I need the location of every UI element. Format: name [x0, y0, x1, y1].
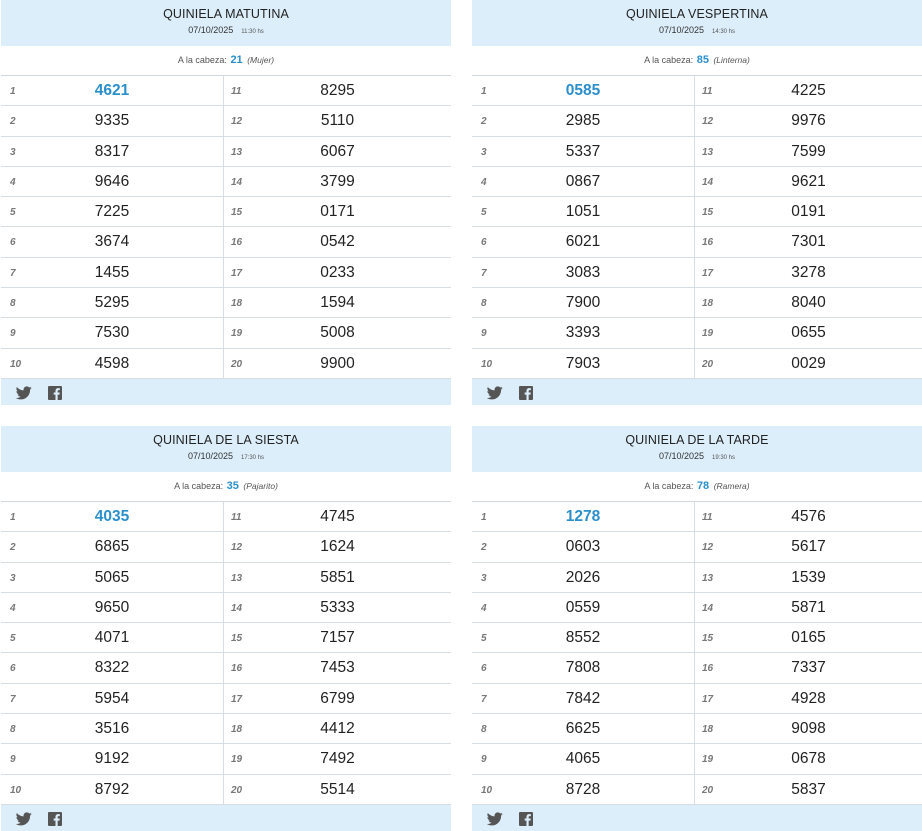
position-number: 1 [10, 86, 16, 97]
position-number: 17 [231, 267, 243, 279]
result-number: 4598 [94, 354, 130, 372]
result-number: 5851 [320, 568, 355, 586]
position-number: 18 [702, 298, 714, 310]
result-number: 7903 [565, 354, 601, 372]
winning-number: 4621 [94, 82, 130, 99]
result-number: 8552 [565, 629, 601, 647]
position-number: 3 [10, 146, 16, 158]
position-number: 5 [481, 633, 487, 645]
result-cell [695, 258, 922, 288]
result-number: 7225 [94, 203, 130, 221]
result-cell [695, 349, 922, 379]
position-number: 11 [702, 512, 713, 523]
result-cell [224, 318, 451, 348]
result-number: 7492 [320, 750, 355, 768]
result-cell [1, 288, 224, 318]
result-number: 0029 [791, 354, 826, 372]
position-number: 7 [10, 267, 16, 279]
cabeza-row [1, 472, 451, 502]
position-number: 12 [231, 116, 243, 128]
result-cell [224, 775, 451, 805]
panel-date [472, 450, 922, 464]
position-number: 1 [481, 512, 487, 523]
draw-date: 07/10/2025 [658, 451, 704, 461]
result-cell [695, 227, 922, 257]
result-number: 0678 [791, 750, 826, 768]
draw-date: 07/10/2025 [188, 25, 234, 35]
cabeza-label: A la cabeza: [174, 481, 224, 491]
result-number: 0165 [791, 629, 826, 647]
panel-title: QUINIELA VESPERTINA [626, 7, 768, 21]
result-number: 5333 [320, 598, 355, 616]
position-number: 14 [702, 176, 714, 188]
position-number: 14 [231, 176, 243, 188]
position-number: 13 [231, 572, 243, 584]
result-number: 2985 [565, 112, 601, 130]
result-number: 9335 [94, 112, 130, 130]
facebook-icon[interactable] [47, 812, 63, 826]
result-number: 1539 [791, 568, 826, 586]
result-number: 6625 [565, 720, 601, 738]
result-cell [224, 76, 451, 106]
result-cell [695, 744, 922, 774]
result-number: 5954 [94, 689, 130, 707]
result-number: 5514 [320, 780, 355, 798]
result-number: 4412 [320, 720, 355, 738]
position-number: 19 [702, 754, 714, 766]
result-number: 5110 [320, 112, 355, 130]
result-number: 8295 [320, 82, 355, 99]
position-number: 3 [10, 572, 16, 584]
position-number: 19 [702, 328, 714, 340]
position-number: 3 [481, 572, 487, 584]
result-cell [224, 197, 451, 227]
position-number: 18 [231, 298, 243, 310]
result-cell [472, 744, 695, 774]
twitter-icon[interactable] [16, 386, 32, 400]
result-cell [224, 744, 451, 774]
result-number: 9646 [94, 172, 130, 190]
position-number: 16 [702, 237, 714, 249]
panel-title: QUINIELA MATUTINA [163, 7, 289, 21]
panel-date [1, 450, 451, 464]
result-cell [695, 714, 922, 744]
position-number: 16 [702, 663, 714, 675]
panel-title: QUINIELA DE LA TARDE [625, 433, 769, 447]
result-number: 9900 [320, 354, 355, 372]
draw-date: 07/10/2025 [187, 451, 233, 461]
result-number: 6067 [320, 142, 355, 160]
result-number: 5337 [565, 142, 601, 160]
result-number: 6021 [565, 233, 601, 251]
quiniela-panel [472, 426, 922, 831]
position-number: 4 [10, 176, 16, 188]
cabeza-row [472, 46, 922, 76]
result-cell [1, 137, 224, 167]
result-cell [472, 714, 695, 744]
position-number: 7 [10, 693, 16, 705]
result-number: 7808 [565, 659, 601, 677]
position-number: 16 [231, 237, 243, 249]
result-cell [695, 593, 922, 623]
position-number: 9 [10, 754, 16, 766]
share-bar [1, 805, 451, 831]
result-cell [472, 167, 695, 197]
result-cell [695, 775, 922, 805]
result-cell [224, 714, 451, 744]
position-number: 13 [231, 146, 243, 158]
position-number: 18 [231, 724, 243, 736]
position-number: 15 [702, 633, 714, 645]
result-cell [1, 502, 224, 532]
panel-header [1, 0, 451, 46]
result-cell [472, 288, 695, 318]
result-cell [472, 623, 695, 653]
position-number: 19 [231, 754, 243, 766]
result-number: 7900 [565, 294, 601, 312]
result-number: 4071 [94, 629, 130, 647]
result-cell [472, 684, 695, 714]
result-cell [695, 167, 922, 197]
position-number: 20 [702, 358, 714, 370]
result-cell [695, 106, 922, 136]
result-cell [224, 684, 451, 714]
result-number: 4576 [791, 508, 826, 525]
twitter-icon[interactable] [487, 812, 503, 826]
position-number: 4 [10, 602, 16, 614]
result-cell [472, 258, 695, 288]
position-number: 8 [10, 298, 16, 310]
results-grid [1, 76, 451, 379]
position-number: 12 [231, 542, 243, 554]
result-cell [695, 288, 922, 318]
position-number: 9 [481, 754, 487, 766]
result-number: 3278 [791, 263, 826, 281]
result-number: 1051 [565, 203, 601, 221]
draw-time: 11:30 hs [241, 29, 264, 35]
draw-time: 19:30 hs [712, 455, 736, 461]
result-number: 3674 [94, 233, 130, 251]
result-cell [224, 653, 451, 683]
result-number: 0233 [320, 263, 355, 281]
result-number: 1624 [320, 538, 355, 556]
position-number: 20 [231, 784, 243, 796]
cabeza-label: A la cabeza: [177, 55, 227, 65]
position-number: 5 [10, 633, 16, 645]
result-cell [695, 137, 922, 167]
result-cell [1, 775, 224, 805]
position-number: 5 [481, 207, 487, 219]
result-number: 3516 [94, 720, 130, 738]
share-bar [472, 379, 922, 405]
result-number: 7599 [791, 142, 826, 160]
result-number: 0603 [565, 538, 601, 556]
quiniela-panel [1, 0, 451, 405]
cabeza-number: 78 [696, 480, 710, 492]
position-number: 2 [10, 542, 16, 554]
twitter-icon[interactable] [487, 386, 503, 400]
position-number: 2 [10, 116, 16, 128]
result-number: 6799 [320, 689, 355, 707]
result-cell [472, 137, 695, 167]
position-number: 3 [481, 146, 487, 158]
position-number: 17 [702, 267, 714, 279]
result-cell [1, 563, 224, 593]
result-cell [472, 227, 695, 257]
position-number: 9 [481, 328, 487, 340]
result-number: 0171 [320, 203, 355, 221]
position-number: 8 [481, 298, 487, 310]
result-number: 7842 [565, 689, 601, 707]
result-number: 4225 [791, 82, 826, 99]
position-number: 10 [481, 784, 493, 796]
share-bar [472, 805, 922, 831]
position-number: 14 [702, 602, 714, 614]
result-number: 5295 [94, 294, 130, 312]
result-number: 9192 [94, 750, 130, 768]
results-grid [472, 502, 922, 805]
position-number: 6 [481, 663, 487, 675]
result-cell [1, 532, 224, 562]
position-number: 12 [702, 116, 714, 128]
result-cell [472, 106, 695, 136]
position-number: 4 [481, 176, 487, 188]
result-cell [1, 106, 224, 136]
result-cell [224, 227, 451, 257]
winning-number: 1278 [565, 508, 601, 525]
result-number: 1455 [94, 263, 130, 281]
result-cell [1, 227, 224, 257]
result-number: 8322 [94, 659, 130, 677]
draw-time: 17:30 hs [241, 455, 265, 461]
result-number: 3393 [565, 324, 601, 342]
panel-header [472, 0, 922, 46]
result-cell [472, 76, 695, 106]
position-number: 5 [10, 207, 16, 219]
result-cell [695, 76, 922, 106]
result-cell [472, 318, 695, 348]
result-number: 8040 [791, 294, 826, 312]
position-number: 20 [231, 358, 243, 370]
position-number: 16 [231, 663, 243, 675]
position-number: 7 [481, 267, 487, 279]
result-cell [1, 653, 224, 683]
result-number: 3799 [320, 172, 355, 190]
panel-date [1, 24, 451, 38]
result-cell [472, 653, 695, 683]
result-cell [695, 532, 922, 562]
facebook-icon[interactable] [518, 386, 534, 400]
result-cell [224, 532, 451, 562]
result-number: 5617 [791, 538, 826, 556]
position-number: 8 [481, 724, 487, 736]
result-cell [1, 197, 224, 227]
facebook-icon[interactable] [518, 812, 534, 826]
position-number: 9 [10, 328, 16, 340]
cabeza-label: A la cabeza: [644, 55, 694, 65]
panel-header [1, 426, 451, 472]
result-number: 0867 [565, 172, 601, 190]
result-cell [1, 258, 224, 288]
result-cell [695, 684, 922, 714]
position-number: 12 [702, 542, 714, 554]
draw-time: 14:30 hs [712, 29, 736, 35]
result-cell [1, 349, 224, 379]
cabeza-number: 35 [226, 480, 239, 492]
position-number: 11 [231, 512, 242, 523]
cabeza-meaning: (Pajarito) [243, 481, 278, 491]
position-number: 17 [231, 693, 243, 705]
winning-number: 0585 [565, 82, 601, 99]
result-cell [472, 775, 695, 805]
result-number: 0542 [320, 233, 355, 251]
position-number: 6 [10, 663, 16, 675]
result-number: 7530 [94, 324, 130, 342]
panel-title: QUINIELA DE LA SIESTA [153, 433, 299, 447]
cabeza-meaning: (Mujer) [247, 55, 275, 65]
result-number: 5871 [791, 598, 826, 616]
result-cell [1, 318, 224, 348]
result-number: 8317 [94, 142, 130, 160]
position-number: 11 [702, 86, 713, 97]
result-number: 5837 [791, 780, 826, 798]
result-number: 0655 [791, 324, 826, 342]
result-cell [1, 593, 224, 623]
cabeza-number: 85 [696, 54, 709, 66]
draw-date: 07/10/2025 [658, 25, 704, 35]
result-cell [1, 623, 224, 653]
position-number: 19 [231, 328, 243, 340]
result-cell [695, 197, 922, 227]
result-cell [472, 349, 695, 379]
result-cell [472, 593, 695, 623]
result-cell [1, 167, 224, 197]
position-number: 17 [702, 693, 714, 705]
panel-header [472, 426, 922, 472]
position-number: 6 [481, 237, 487, 249]
position-number: 11 [231, 86, 242, 97]
winning-number: 4035 [94, 508, 130, 525]
result-number: 8792 [94, 780, 130, 798]
result-number: 4745 [320, 508, 355, 525]
position-number: 2 [481, 542, 487, 554]
position-number: 18 [702, 724, 714, 736]
result-cell [1, 684, 224, 714]
position-number: 10 [481, 358, 493, 370]
quiniela-panel [1, 426, 451, 831]
result-number: 9976 [791, 112, 826, 130]
result-number: 6865 [94, 538, 130, 556]
position-number: 6 [10, 237, 16, 249]
result-cell [224, 593, 451, 623]
result-cell [224, 563, 451, 593]
cabeza-meaning: (Ramera) [713, 481, 750, 491]
position-number: 10 [10, 358, 22, 370]
facebook-icon[interactable] [47, 386, 63, 400]
result-cell [224, 137, 451, 167]
position-number: 13 [702, 572, 714, 584]
result-cell [695, 653, 922, 683]
result-number: 3083 [565, 263, 601, 281]
result-number: 4928 [791, 689, 826, 707]
result-cell [472, 502, 695, 532]
result-number: 8728 [565, 780, 601, 798]
position-number: 15 [702, 207, 714, 219]
result-number: 9098 [791, 720, 826, 738]
result-cell [224, 288, 451, 318]
result-cell [695, 502, 922, 532]
position-number: 15 [231, 207, 243, 219]
position-number: 8 [10, 724, 16, 736]
result-number: 5065 [94, 568, 130, 586]
cabeza-row [1, 46, 451, 76]
result-cell [472, 197, 695, 227]
result-cell [224, 258, 451, 288]
position-number: 10 [10, 784, 22, 796]
cabeza-label: A la cabeza: [644, 481, 694, 491]
result-cell [224, 623, 451, 653]
position-number: 7 [481, 693, 487, 705]
twitter-icon[interactable] [16, 812, 32, 826]
result-number: 9621 [791, 172, 826, 190]
results-grid [472, 76, 922, 379]
result-number: 2026 [565, 568, 601, 586]
position-number: 2 [481, 116, 487, 128]
result-number: 7453 [320, 659, 355, 677]
result-cell [224, 502, 451, 532]
result-number: 7337 [791, 659, 826, 677]
position-number: 4 [481, 602, 487, 614]
panel-date [472, 24, 922, 38]
result-number: 7157 [320, 629, 355, 647]
position-number: 13 [702, 146, 714, 158]
cabeza-meaning: (Linterna) [713, 55, 750, 65]
result-cell [224, 106, 451, 136]
result-number: 0191 [791, 203, 826, 221]
results-grid [1, 502, 451, 805]
position-number: 1 [10, 512, 16, 523]
result-cell [224, 167, 451, 197]
result-number: 1594 [320, 294, 355, 312]
result-number: 0559 [565, 598, 601, 616]
result-number: 9650 [94, 598, 130, 616]
result-number: 5008 [320, 324, 355, 342]
result-cell [1, 76, 224, 106]
result-number: 4065 [565, 750, 601, 768]
result-cell [1, 714, 224, 744]
result-cell [224, 349, 451, 379]
result-number: 7301 [791, 233, 826, 251]
result-cell [472, 563, 695, 593]
result-cell [695, 563, 922, 593]
position-number: 1 [481, 86, 487, 97]
result-cell [472, 532, 695, 562]
quiniela-panel [472, 0, 922, 405]
result-cell [1, 744, 224, 774]
position-number: 14 [231, 602, 243, 614]
result-cell [695, 318, 922, 348]
position-number: 15 [231, 633, 243, 645]
share-bar [1, 379, 451, 405]
position-number: 20 [702, 784, 714, 796]
result-cell [695, 623, 922, 653]
cabeza-number: 21 [230, 54, 243, 66]
cabeza-row [472, 472, 922, 502]
